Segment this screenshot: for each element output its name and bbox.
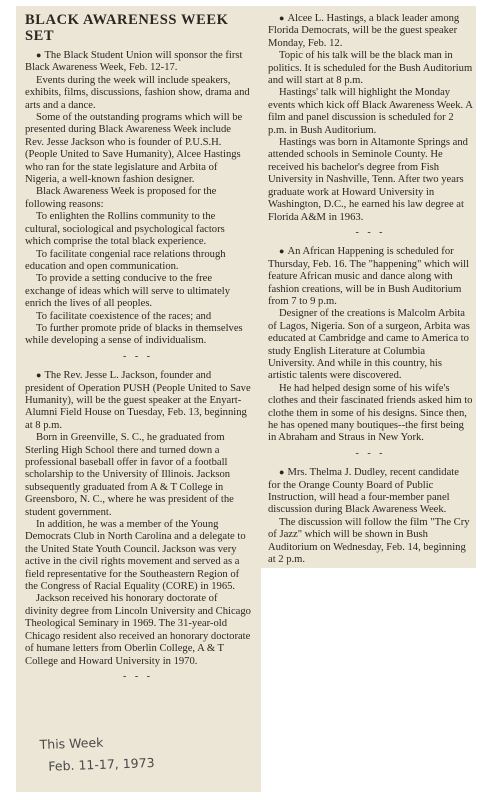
paragraph: ● The Rev. Jesse L. Jackson, founder and president of Operation PUSH (People United to Save Humanity), will be the guest speaker at the Enyart-Alumni Field House on Tuesday, Feb. 13, beginning at 8 p.m. <box>25 370 251 431</box>
bullet-icon: ● <box>279 246 285 257</box>
paragraph: To enlighten the Rollins community to the cultural, sociological and psychological factors which comprise the total black experience. <box>25 211 225 248</box>
left-column <box>25 12 251 689</box>
paragraph: He had helped design some of his wife's clothes and their fascinated friends asked him to clothe them in some of his designs. Since then, he has opened many boutiques--the first being in Abraham and Straus in New York. <box>268 382 473 444</box>
article-title: BLACK AWARENESS WEEK SET <box>25 12 229 44</box>
paragraph: ● Mrs. Thelma J. Dudley, recent candidate for the Orange County Board of Public Instruction, will head a four-member panel discussion during Black Awareness Week. <box>268 467 459 516</box>
right-column <box>268 12 473 566</box>
bullet-icon: ● <box>279 467 285 478</box>
paragraph: In addition, he was a member of the Young Democrats Club in North Carolina and a delegate to the United State Youth Council. Jackson was very active in the civil rights movement and served as a field representative for the Southeastern Region of the Congress of Racial Equality (CORE) in 1965. <box>25 519 246 593</box>
handwritten-note <box>39 730 155 778</box>
paragraph: ● Alcee L. Hastings, a black leader among Florida Democrats, will be the guest speaker Monday, Feb. 12. <box>268 13 460 49</box>
handwritten-date: Feb. 11-17, 1973 <box>48 755 155 774</box>
paragraph: Black Awareness Week is proposed for the following reasons: <box>25 186 217 210</box>
section-separator: - - - <box>123 670 153 682</box>
bullet-icon: ● <box>279 13 285 23</box>
paragraph: The discussion will follow the film "The Cry of Jazz" which will be shown in Bush Auditorium on Wednesday, Feb. 14, beginning at 2 p.m. <box>268 516 470 566</box>
paragraph: Jackson received his honorary doctorate of divinity degree from Lincoln University and Chicago Theological Seminary in 1969. The 31-year-old Chicago resident also received an honorary doctorate of humane letters from Oberlin College, A & T College and Howard University in 1970. <box>25 593 251 667</box>
paragraph: Born in Greenville, S. C., he graduated from Sterling High School there and turned down a professional baseball offer in favor of a football scholarship to the University of Illinois. Jackson subsequently graduated from A & T College in Greensboro, N. C., where he was president of the student government. <box>25 432 234 518</box>
paragraph: Hastings was born in Altamonte Springs and attended schools in Seminole County. He received his bachelor's degree from Fish University in Nashville, Tenn. After two years graduate work at Howard University in Washington, D.C., he earned his law degree at Florida A&M in 1963. <box>268 137 468 223</box>
paragraph: Designer of the creations is Malcolm Arbita of Lagos, Nigeria. Son of a surgeon, Arbita was educated at Cambridge and came to America to study English Literature at Columbia University. And while in this country, his artistic talents were discovered. <box>268 308 470 382</box>
section-separator: - - - <box>355 226 386 238</box>
paragraph: Events during the week will include speakers, exhibits, films, discussions, fashion show, drama and arts and a dance. <box>25 74 250 111</box>
paragraph: ● The Black Student Union will sponsor the first Black Awareness Week, Feb. 12-17. <box>25 50 243 74</box>
paragraph: Some of the outstanding programs which will be presented during Black Awareness Week include Rev. Jesse Jackson who is founder of P.U.S.H. (People United to Save Humanity), Alcee Hastings who ran for the state legislature and Arbita of Nigeria, a well-known fashion designer. <box>25 112 243 186</box>
bullet-icon: ● <box>36 370 42 381</box>
blank-area <box>261 568 477 794</box>
paragraph: Topic of his talk will be the black man in politics. It is scheduled for the Bush Auditorium and will start at 8 p.m. <box>268 50 473 87</box>
paragraph: To facilitate congenial race relations through education and open communication. <box>25 248 226 272</box>
bullet-icon: ● <box>36 50 42 60</box>
paragraph: To provide a setting conducive to the free exchange of ideas which will serve to ultimately enrich the lives of all peoples. <box>25 273 231 310</box>
handwritten-line: This Week <box>39 734 104 752</box>
paragraph: To further promote pride of blacks in themselves while developing a sense of individualism. <box>25 322 243 347</box>
section-separator: - - - <box>123 350 153 362</box>
paragraph: Hastings' talk will highlight the Monday events which kick off Black Awareness Week. A film and panel discussion is scheduled for 2 p.m. in Bush Auditorium. <box>268 87 473 136</box>
section-separator: - - - <box>355 447 386 459</box>
paragraph: ● An African Happening is scheduled for Thursday, Feb. 16. The "happening" which will feature African music and dance along with fashion creations, will be in Bush Auditorium from 7 to 9 p.m. <box>268 246 470 307</box>
paragraph: To facilitate coexistence of the races; and <box>36 310 212 322</box>
